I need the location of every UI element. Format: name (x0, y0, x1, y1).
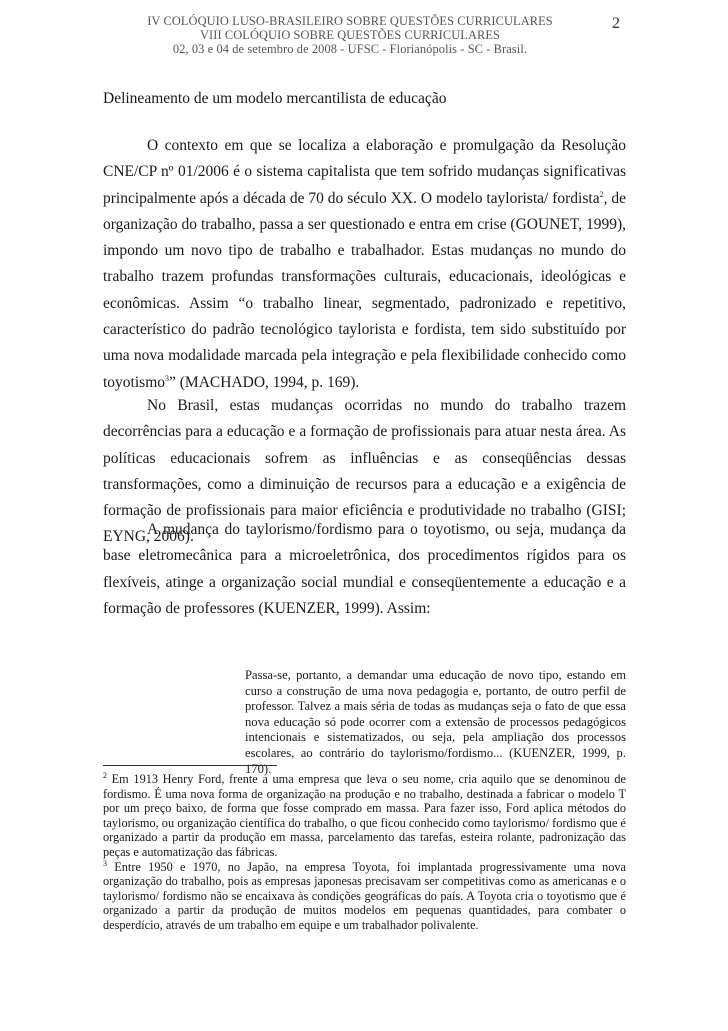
footnote-marker-3: 3 (103, 858, 107, 868)
paragraph-1-text-a: O contexto em que se localiza a elaboração e promulgação da Resolução CNE/CP nº 01/2006 é o sistema capitalista que tem sofrido mudanças significativas principalmente após a década de 70 do século XX. O modelo taylorista/ fordista (103, 137, 626, 207)
footnote-3 (103, 860, 626, 933)
footnote-ref-2[interactable]: 2 (599, 189, 604, 199)
paragraph-1-text-c: ” (MACHADO, 1994, p. 169). (169, 373, 360, 391)
footnote-2-text: Em 1913 Henry Ford, frente a uma empresa que leva o seu nome, cria aquilo que se denominou de fordismo. É uma nova forma de organização na produção e no trabalho, destinada a fabricar o modelo T por um preço baixo, de forma que fosse comprado em massa. Para fazer isso, Ford aplica métodos do taylorismo, ou organização científica do trabalho, o que ficou conhecido como taylorismo/ fordismo que é organizado a partir da produção em massa, parcelamento das tarefas, esteira rolante, padronização das peças e automatização das fábricas. (103, 772, 626, 859)
paragraph-1-text-b: , de organização do trabalho, passa a ser questionado e entra em crise (GOUNET, 1999), impondo um novo tipo de trabalho e trabalhador. Estas mudanças no mundo do trabalho trazem profundas transformações culturais, educacionais, ideológicas e econômicas. Assim “o trabalho linear, segmentado, padronizado e repetitivo, característico do padrão tecnológico taylorista e fordista, tem sido substituído por uma nova modalidade marcada pela integração e pela flexibilidade conhecido como toyotismo (103, 189, 626, 391)
footnote-marker-2: 2 (103, 770, 107, 780)
header-line-3: 02, 03 e 04 de setembro de 2008 - UFSC - Florianópolis - SC - Brasil. (172, 42, 528, 57)
paragraph-2-text: No Brasil, estas mudanças ocorridas no mundo do trabalho trazem decorrências para a educação e a formação de profissionais para atuar nesta área. As políticas educacionais sofrem as influências e as conseqüências dessas transformações, como a diminuição de recursos para a educação e a exigência de formação de profissionais para maior eficiência e produtividade no trabalho (GISI; EYNG, 2006). (103, 397, 626, 546)
footnote-separator (103, 765, 277, 766)
footnotes (103, 772, 626, 933)
footnote-2 (103, 772, 626, 860)
footnote-ref-3[interactable]: 3 (165, 373, 170, 383)
block-quote: Passa-se, portanto, a demandar uma educação de novo tipo, estando em curso a construção de uma nova pedagogia e, portanto, de outro perfil de professor. Talvez a mais séria de todas as mudanças seja o fato de que essa nova educação só pode ocorrer com a extensão de processos pedagógicos intencionais e sistematizados, ou seja, pela ampliação dos processos escolares, ao contrário do taylorismo/fordismo... (KUENZER, 1999, p. 170). (245, 668, 626, 776)
header-line-1: IV COLÓQUIO LUSO-BRASILEIRO SOBRE QUESTÕES CURRICULARES (147, 14, 553, 28)
footnote-3-text: Entre 1950 e 1970, no Japão, na empresa Toyota, foi implantada progressivamente uma nova organização do trabalho, pois as empresas japonesas precisavam ser competitivas como as americanas e o taylorismo/ fordismo não se encaixava às condições geográficas do país. A Toyota cria o toyotismo que é organizado a partir da produção de muitos modelos em pequenas quantidades, para combater o desperdício, através de um trabalho em equipe e um trabalhador polivalente. (103, 859, 626, 932)
paragraph-3-text: A mudança do taylorismo/fordismo para o toyotismo, ou seja, mudança da base eletromecânica para a microeletrônica, dos procedimentos rígidos para os flexíveis, atinge a organização social mundial e conseqüentemente a educação e a formação de professores (KUENZER, 1999). Assim: (103, 521, 626, 617)
body-paragraph-1 (103, 133, 626, 396)
running-header (100, 14, 600, 57)
header-line-2: VIII COLÓQUIO SOBRE QUESTÕES CURRICULARES (199, 28, 501, 43)
section-title: Delineamento de um modelo mercantilista de educação (103, 90, 447, 107)
body-paragraph-3 (103, 517, 626, 622)
page-number: 2 (612, 15, 620, 32)
